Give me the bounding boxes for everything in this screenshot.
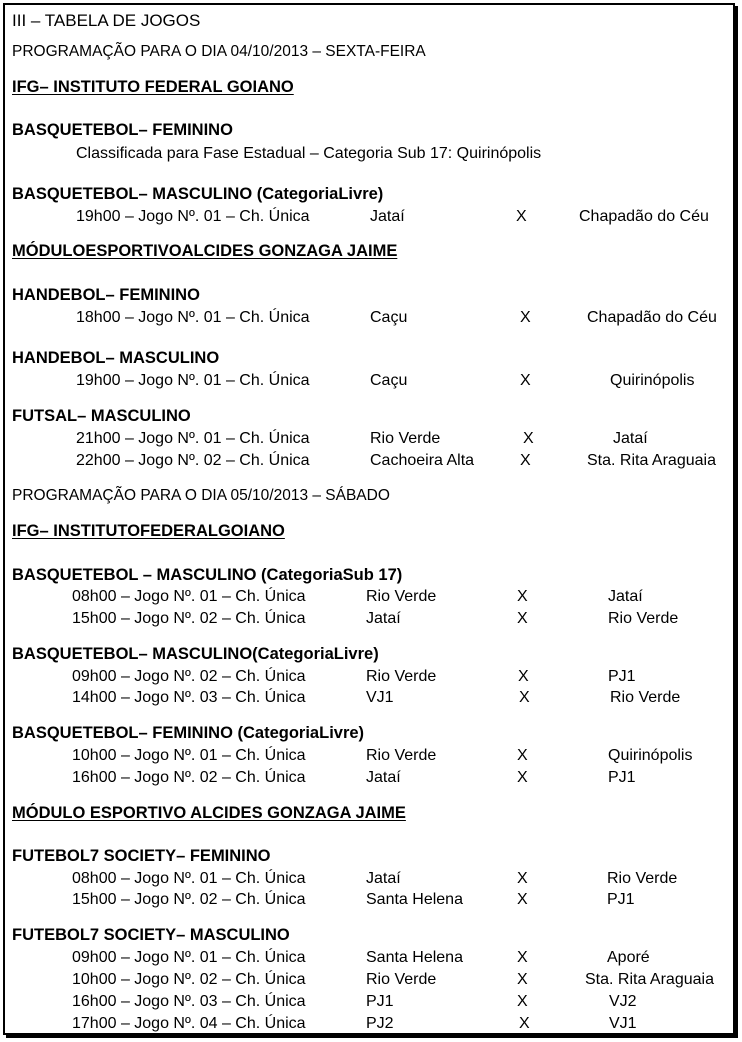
game-home: PJ1 [366, 993, 394, 1010]
game-home: Jataí [366, 769, 401, 786]
game-vs: X [517, 971, 528, 988]
game-home: Cachoeira Alta [370, 452, 475, 469]
game-home: Jataí [366, 610, 401, 627]
sport-heading: FUTEBOL7 SOCIETY– FEMININO [12, 847, 271, 865]
game-home: PJ2 [366, 1015, 394, 1032]
game-vs: X [517, 993, 528, 1010]
game-vs: X [519, 689, 530, 706]
sport-heading: BASQUETEBOL – MASCULINO (CategoriaSub 17) [12, 566, 403, 584]
game-time: 18h00 – Jogo Nº. 01 – Ch. Única [76, 309, 310, 326]
game-away: Chapadão do Céu [587, 309, 717, 326]
game-away: PJ1 [608, 769, 636, 786]
game-vs: X [517, 891, 528, 908]
game-time: 15h00 – Jogo Nº. 02 – Ch. Única [72, 891, 306, 908]
game-home: VJ1 [366, 689, 394, 706]
venue-heading: MÓDULO ESPORTIVO ALCIDES GONZAGA JAIME [12, 804, 406, 822]
game-vs: X [517, 949, 528, 966]
game-away: Rio Verde [610, 689, 681, 706]
sport-heading: BASQUETEBOL– MASCULINO(CategoriaLivre) [12, 645, 379, 663]
game-time: 19h00 – Jogo Nº. 01 – Ch. Única [76, 372, 310, 389]
game-vs: X [516, 208, 527, 225]
game-vs: X [517, 747, 528, 764]
game-vs: X [523, 430, 534, 447]
game-away: VJ2 [609, 993, 637, 1010]
day-heading: PROGRAMAÇÃO PARA O DIA 05/10/2013 – SÁBADO [12, 487, 390, 504]
game-time: 10h00 – Jogo Nº. 01 – Ch. Única [72, 747, 306, 764]
game-home: Rio Verde [366, 588, 437, 605]
sport-heading: FUTSAL– MASCULINO [12, 407, 191, 425]
game-time: 08h00 – Jogo Nº. 01 – Ch. Única [72, 588, 306, 605]
sport-heading: HANDEBOL– MASCULINO [12, 349, 220, 367]
game-away: Jataí [613, 430, 648, 447]
game-home: Santa Helena [366, 949, 463, 966]
game-time: 21h00 – Jogo Nº. 01 – Ch. Única [76, 430, 310, 447]
game-home: Rio Verde [366, 668, 437, 685]
game-vs: X [520, 452, 531, 469]
game-away: Chapadão do Céu [579, 208, 709, 225]
game-away: PJ1 [607, 891, 635, 908]
game-home: Jataí [370, 208, 405, 225]
game-vs: X [520, 309, 531, 326]
game-home: Rio Verde [366, 747, 437, 764]
game-time: 10h00 – Jogo Nº. 02 – Ch. Única [72, 971, 306, 988]
game-away: Sta. Rita Araguaia [585, 971, 714, 988]
game-time: 16h00 – Jogo Nº. 02 – Ch. Única [72, 769, 306, 786]
game-away: Quirinópolis [610, 372, 695, 389]
game-time: 08h00 – Jogo Nº. 01 – Ch. Única [72, 870, 306, 887]
sport-heading: BASQUETEBOL– FEMININO (CategoriaLivre) [12, 724, 365, 742]
sport-heading: BASQUETEBOL– MASCULINO (CategoriaLivre) [12, 185, 384, 203]
game-vs: X [517, 769, 528, 786]
game-away: Rio Verde [608, 610, 679, 627]
game-home: Jataí [366, 870, 401, 887]
game-time: 09h00 – Jogo Nº. 01 – Ch. Única [72, 949, 306, 966]
game-home: Rio Verde [370, 430, 441, 447]
game-home: Santa Helena [366, 891, 463, 908]
sport-heading: FUTEBOL7 SOCIETY– MASCULINO [12, 926, 290, 944]
game-time: 22h00 – Jogo Nº. 02 – Ch. Única [76, 452, 310, 469]
venue-heading: IFG– INSTITUTO FEDERAL GOIANO [12, 78, 294, 96]
game-away: Sta. Rita Araguaia [587, 452, 716, 469]
game-vs: X [517, 610, 528, 627]
sport-note: Classificada para Fase Estadual – Categoria Sub 17: Quirinópolis [76, 145, 542, 162]
game-away: Quirinópolis [608, 747, 693, 764]
game-time: 17h00 – Jogo Nº. 04 – Ch. Única [72, 1015, 306, 1032]
game-home: Caçu [370, 372, 408, 389]
game-away: PJ1 [608, 668, 636, 685]
venue-heading: IFG– INSTITUTOFEDERALGOIANO [12, 522, 285, 540]
game-home: Caçu [370, 309, 408, 326]
page-title: III – TABELA DE JOGOS [12, 11, 201, 30]
game-away: VJ1 [609, 1015, 637, 1032]
sport-heading: BASQUETEBOL– FEMININO [12, 121, 233, 139]
game-vs: X [520, 372, 531, 389]
game-vs: X [518, 668, 529, 685]
game-away: Jataí [608, 588, 643, 605]
game-time: 09h00 – Jogo Nº. 02 – Ch. Única [72, 668, 306, 685]
game-home: Rio Verde [366, 971, 437, 988]
game-vs: X [517, 870, 528, 887]
game-vs: X [519, 1015, 530, 1032]
game-time: 19h00 – Jogo Nº. 01 – Ch. Única [76, 208, 310, 225]
game-vs: X [517, 588, 528, 605]
game-time: 16h00 – Jogo Nº. 03 – Ch. Única [72, 993, 306, 1010]
day-heading: PROGRAMAÇÃO PARA O DIA 04/10/2013 – SEXTA-FEIRA [12, 43, 426, 60]
venue-heading: MÓDULOESPORTIVOALCIDES GONZAGA JAIME [12, 242, 398, 260]
game-time: 14h00 – Jogo Nº. 03 – Ch. Única [72, 689, 306, 706]
game-away: Rio Verde [607, 870, 678, 887]
sport-heading: HANDEBOL– FEMININO [12, 286, 200, 304]
game-time: 15h00 – Jogo Nº. 02 – Ch. Única [72, 610, 306, 627]
game-away: Aporé [607, 949, 650, 966]
